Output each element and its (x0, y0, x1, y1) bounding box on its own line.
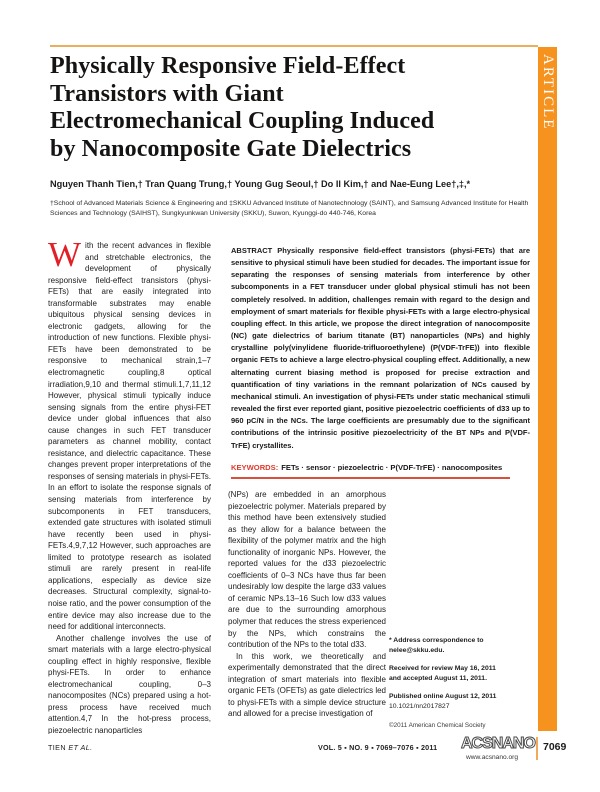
accepted-date: and accepted August 11, 2011. (389, 674, 487, 682)
body-column-middle (228, 489, 386, 729)
running-etal: ET AL. (68, 743, 93, 752)
running-authors (48, 743, 93, 752)
abstract-label: ABSTRACT (231, 246, 273, 255)
title-line-1: Physically Responsive Field-Effect (50, 53, 406, 79)
doi: 10.1021/nn2017827 (389, 702, 450, 710)
body-paragraph: (NPs) are embedded in an amorphous piezoelectric polymer. Materials prepared by this method have been extensively studied as they allow for a balance between the flexibility of the polymer matrix and the high functionality of inorganic NPs. However, the reported values for the d33 piezoelectric coefficients of 0–3 NCs have thus far been undesirably low despite the large d33 values of ceramic NPs.13–16 Such low d33 values are due to the surrounding amorphous polymer that reduces the stress experienced by the NPs, which constrains the contribution of the NPs to the total d33. (228, 490, 386, 650)
publication-info (389, 692, 527, 711)
keywords-label: KEYWORDS: (231, 463, 279, 472)
journal-website-link[interactable]: www.acsnano.org (466, 754, 519, 761)
body-paragraph: In this work, we theoretically and experimentally demonstrated that the direct integration of smart materials into flexible organic FETs (OFETs) as gate dielectrics led to physi-FETs with a simple device structure and allowed for a precise investigation of (228, 651, 386, 719)
footer-divider (536, 737, 538, 760)
intro-paragraph-text: ith the recent advances in flexible and stretchable electronics, the development of physically responsive field-effect transistors (physi-FETs) that are easily integrated into transformable substrates may enable ubiquitous physical sensing devices in electronic gadgets, allowing for the introduction of new functions. Flexible physi-FETs have been demonstrated to be responsive to mechanical strain,1–7 electromagnetic coupling,8 optical irradiation,9,10 and thermal stimuli.1,7,11,12 However, physical stimuli typically induce sensing signals from the entire physi-FET device under global influences that also cause changes in such FET transducer parameters as channel mobility, contact resistance, and dielectric capacitance. These changes prevent proper interpretations of the responses of sensing materials in physi-FETs. In an effort to isolate the response signals of sensing materials from interference by subcomponents in FET transducers, extended gate structures with isolated stimuli have recently been used in physi-FETs.4,9,7,12 However, such approaches are limited to prototype research as isolated stimuli are rarely present in real-life applications, especially as device size decreases. Structural complexity, signal-to-noise ratio, and the power consumption of the entire device may also increase due to the need for additional interconnects. (48, 241, 211, 632)
running-author-name: TIEN (48, 743, 66, 752)
article-type-label: ARTICLE (540, 54, 556, 131)
correspondence-note (389, 636, 527, 655)
abstract-box (231, 245, 530, 461)
article-type-tab (538, 47, 557, 731)
keywords-text: FETs · sensor · piezoelectric · P(VDF-TrFE) · nanocomposites (281, 463, 503, 472)
title-line-2: Transistors with Giant (50, 80, 284, 107)
keywords-divider (231, 477, 510, 479)
title-line-3: Electromechanical Coupling Induced (50, 108, 435, 134)
correspondence-email[interactable]: nelee@skku.edu. (389, 646, 445, 654)
affiliation: †School of Advanced Materials Science & Engineering and ‡SKKU Advanced Institute of Nanotechnology (SAINT), and Samsung Advanced Institute for Health Sciences and Technology (SAIHST), Sungkyunkwan University (SKKU), Suwon, Kyunggi-do 440-746, Korea (50, 200, 529, 217)
body-column-left (48, 240, 211, 734)
received-date: Received for review May 16, 2011 (389, 665, 496, 673)
page-number: 7069 (543, 741, 567, 753)
header-rule (50, 45, 538, 47)
keywords-line (231, 463, 531, 472)
copyright-notice: ©2011 American Chemical Society (389, 721, 486, 729)
correspondence-text: * Address correspondence to (389, 637, 484, 644)
footer-citation: VOL. 5 ▪ NO. 9 ▪ 7069–7076 ▪ 2011 (318, 743, 438, 752)
paper-title (50, 53, 434, 163)
drop-cap: W (48, 240, 82, 274)
title-line-4: by Nanocomposite Gate Dielectrics (50, 135, 412, 162)
intro-paragraph (48, 240, 211, 633)
acsnano-logo: ACSNANO (461, 735, 535, 752)
body-paragraph: Another challenge involves the use of smart materials with a large electro-physical coupling effect in highly responsive, flexible physi-FETs. In order to enhance electromechanical coupling, 0–3 nanocomposites (NCs) prepared using a hot-press process have received much attention.4,7 In the hot-press process, piezoelectric nanoparticles (48, 633, 211, 734)
abstract-text: Physically responsive field-effect transistors (physi-FETs) that are sensitive to physical stimuli have been studied for decades. The important issue for separating the responses of sensing materials from interference by other subcomponents in a FET transducer under global physical stimuli has not been completely resolved. In addition, challenges remain with regard to the design and employment of smart materials for flexible physi-FETs with a large electro-physical coupling effect. In this article, we propose the direct integration of nanocomposite (NC) gate dielectrics of barium titanate (BT) nanoparticles (NPs) and highly crystalline poly(vinylidene fluoride-trifluoroethylene) (P(VDF-TrFE)) into flexible organic FETs to achieve a large electro-physical coupling effect. Additionally, a new alternating current biasing method is proposed for precise extraction and quantification of tiny variations in the remnant polarization of NCs caused by mechanical stimuli. An investigation of physi-FETs under static mechanical stimuli revealed the first ever reported giant, positive piezoelectric coefficients of d33 up to 960 pC/N in the NCs. The large coefficients are presumably due to the significant contributions of the intrinsic positive piezoelectricity of the BT NPs and P(VDF-TrFE) crystallites. (231, 246, 530, 450)
margin-notes (389, 636, 527, 730)
author-list: Nguyen Thanh Tien,† Tran Quang Trung,† Young Gug Seoul,† Do Il Kim,† and Nae-Eung Lee†,‡,* (50, 179, 471, 189)
published-date: Published online August 12, 2011 (389, 693, 497, 701)
review-dates (389, 664, 527, 683)
